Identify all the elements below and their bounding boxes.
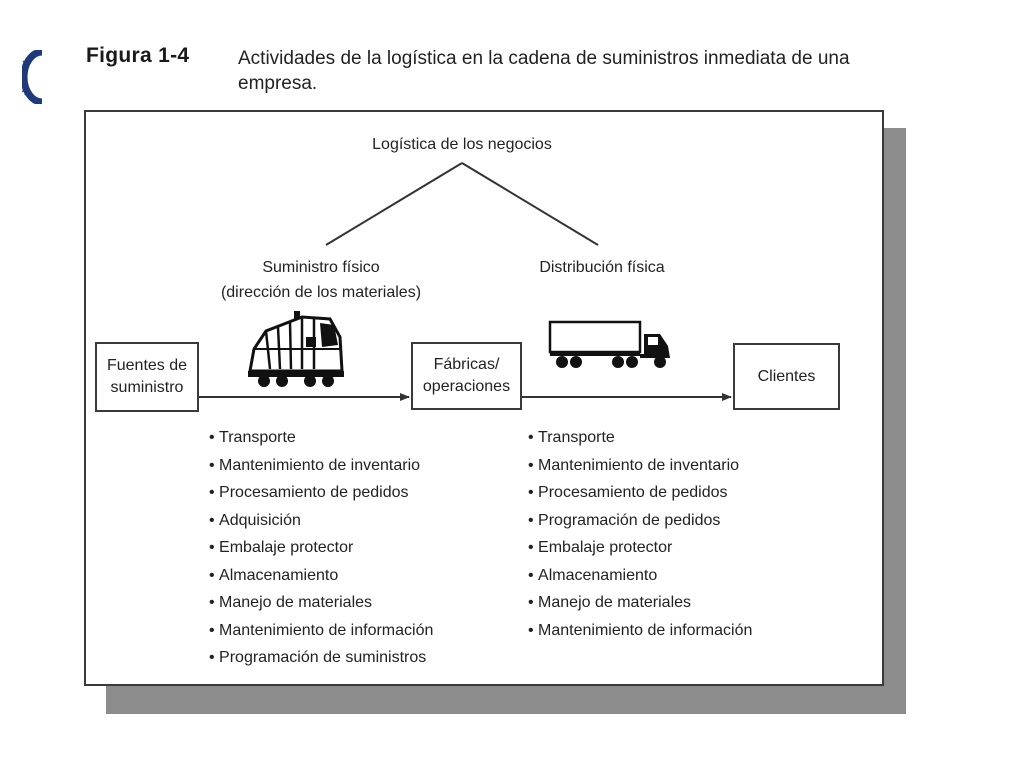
activity-item: • Programación de suministros xyxy=(209,644,433,672)
activity-item: • Embalaje protector xyxy=(209,534,433,562)
business-logistics-label: Logística de los negocios xyxy=(372,136,552,153)
figure-label: Figura 1-4 xyxy=(86,44,190,67)
physical-supply-label: Suministro físico xyxy=(262,259,380,276)
node-clients xyxy=(733,343,840,410)
figure-caption: Actividades de la logística en la cadena de suministros inmediata de una empresa. xyxy=(238,48,850,94)
activity-item: • Transporte xyxy=(528,424,752,452)
node-clients-label: Clientes xyxy=(757,367,816,385)
activity-item: • Mantenimiento de información xyxy=(209,617,433,645)
truck-icon xyxy=(548,320,674,370)
activity-item: • Almacenamiento xyxy=(528,562,752,590)
materials-management-label: (dirección de los materiales) xyxy=(220,284,422,301)
activity-item: • Manejo de materiales xyxy=(209,589,433,617)
locomotive-icon xyxy=(244,309,348,389)
activity-item: • Mantenimiento de información xyxy=(528,617,752,645)
node-supply-sources-line2: suministro xyxy=(110,379,184,396)
node-factories-line1: Fábricas/ xyxy=(433,356,500,373)
activity-item: • Mantenimiento de inventario xyxy=(209,452,433,480)
hierarchy-line-left xyxy=(326,163,462,245)
activity-item: • Procesamiento de pedidos xyxy=(209,479,433,507)
node-factories-operations xyxy=(411,342,522,410)
node-supply-sources xyxy=(95,342,199,412)
activity-item: • Adquisición xyxy=(209,507,433,535)
hierarchy-line-right xyxy=(462,163,598,245)
supply-activities-list xyxy=(209,424,433,672)
node-factories-line2: operaciones xyxy=(422,378,511,395)
physical-distribution-label: Distribución física xyxy=(539,259,665,276)
activity-item: • Procesamiento de pedidos xyxy=(528,479,752,507)
activity-item: • Mantenimiento de inventario xyxy=(528,452,752,480)
activity-item: • Programación de pedidos xyxy=(528,507,752,535)
activity-item: • Transporte xyxy=(209,424,433,452)
activity-item: • Almacenamiento xyxy=(209,562,433,590)
activity-item: • Embalaje protector xyxy=(528,534,752,562)
node-supply-sources-line1: Fuentes de xyxy=(106,357,188,374)
activity-item: • Manejo de materiales xyxy=(528,589,752,617)
distribution-activities-list xyxy=(528,424,752,644)
